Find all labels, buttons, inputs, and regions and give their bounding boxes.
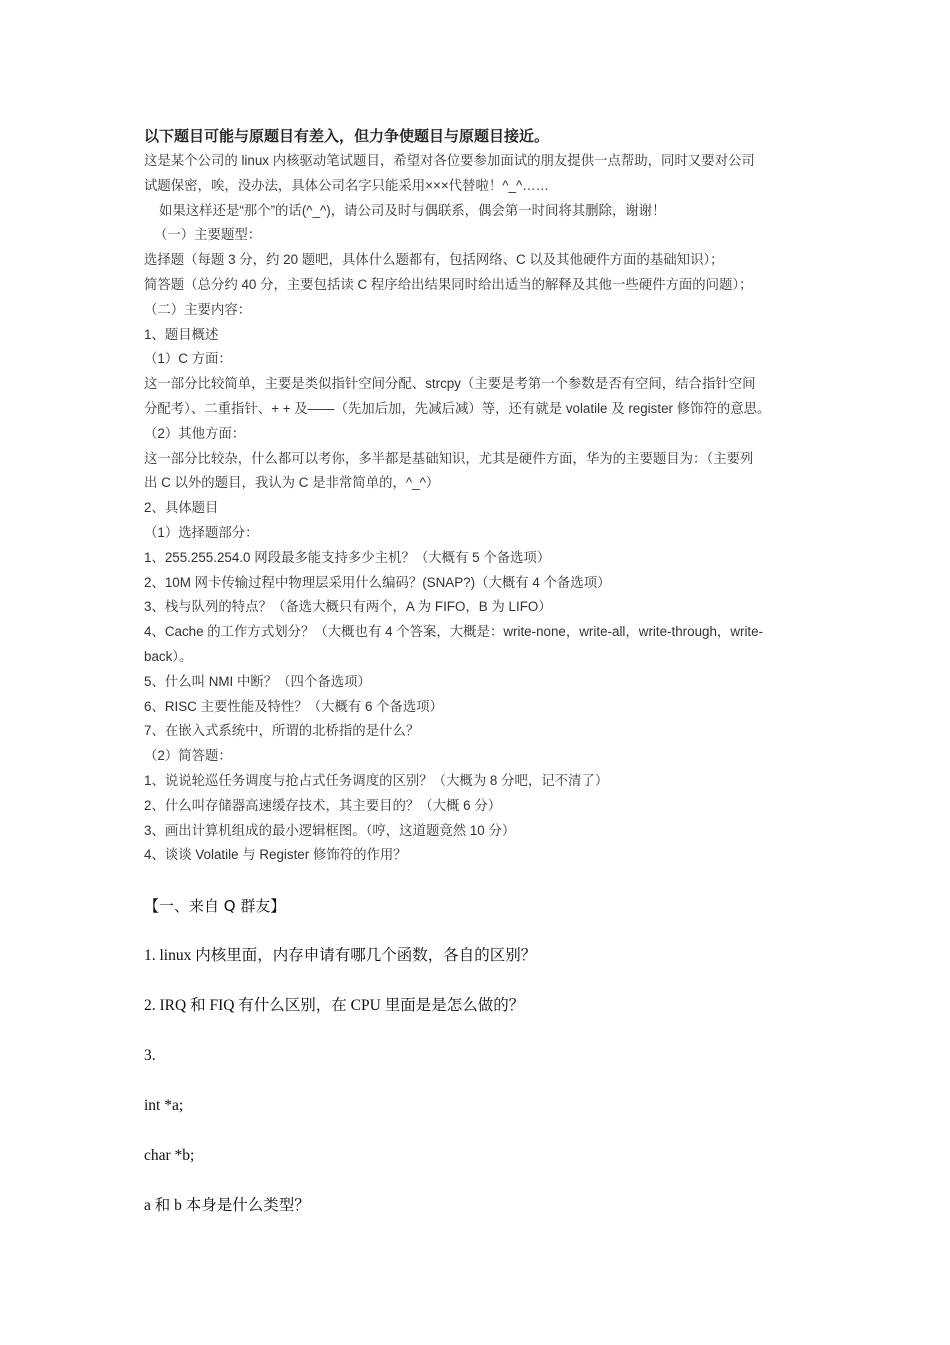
short-item: 1、说说轮巡任务调度与抢占式任务调度的区别？（大概为 8 分吧，记不清了） [144, 772, 609, 788]
intro-line: 试题保密，唉，没办法，具体公司名字只能采用×××代替啦！^_^…… [144, 177, 550, 193]
short-item: 3、画出计算机组成的最小逻辑框图。（哼，这道题竟然 10 分） [144, 822, 516, 838]
c-heading: （1）C 方面： [144, 351, 232, 367]
specific-heading: 2、具体题目 [144, 500, 219, 516]
qgroup-heading: 【一、来自 Q 群友】 [144, 897, 286, 916]
qgroup-item: 3. [144, 1047, 156, 1065]
types-line: 简答题（总分约 40 分，主要包括读 C 程序给出结果同时给出适当的解释及其他一些硬件方面的问题）； [144, 276, 753, 292]
document-title: 以下题目可能与原题目有差入，但力争使题目与原题目接近。 [144, 127, 550, 145]
types-line: 选择题（每题 3 分，约 20 题吧，具体什么题都有，包括网络、C 以及其他硬件方面的基础知识）； [144, 252, 724, 268]
choice-item: 2、10M 网卡传输过程中物理层采用什么编码？(SNAP?)（大概有 4 个备选项） [144, 574, 611, 590]
intro-line: 如果这样还是“那个”的话(^_^)，请公司及时与偶联系，偶会第一时间将其删除，谢谢！ [159, 202, 666, 218]
choice-item: 4、Cache 的工作方式划分？（大概也有 4 个答案，大概是：write-none，write-all，write-through，write- [144, 624, 764, 640]
qgroup-item: 2. IRQ 和 FIQ 有什么区别，在 CPU 里面是是怎么做的？ [144, 997, 525, 1015]
choice-item: 7、在嵌入式系统中，所谓的北桥指的是什么？ [144, 723, 420, 739]
content-heading: （二）主要内容： [144, 301, 252, 317]
intro-line: 这是某个公司的 linux 内核驱动笔试题目，希望对各位要参加面试的朋友提供一点帮助，同时又要对公司 [144, 153, 755, 168]
choice-item: 5、什么叫 NMI 中断？（四个备选项） [144, 673, 371, 689]
choice-item: 1、255.255.254.0 网段最多能支持多少主机？（大概有 5 个备选项） [144, 549, 551, 565]
choice-item: back）。 [144, 648, 193, 664]
short-heading: （2）简答题： [144, 748, 232, 764]
document-body [144, 124, 812, 1218]
qgroup-item: 1. linux 内核里面，内存申请有哪几个函数，各自的区别？ [144, 947, 537, 965]
c-text-line: 分配考）、二重指针、+ + 及——（先加后加，先减后减）等，还有就是 volatile 及 register 修饰符的意思。 [144, 400, 771, 416]
other-text-line: 出 C 以外的题目，我认为 C 是非常简单的，^_^） [144, 475, 440, 491]
qgroup-item: a 和 b 本身是什么类型？ [144, 1197, 310, 1215]
qgroup-item: char *b; [144, 1147, 195, 1165]
short-item: 4、谈谈 Volatile 与 Register 修饰符的作用？ [144, 847, 407, 863]
other-heading: （2）其他方面： [144, 425, 246, 441]
other-text-line: 这一部分比较杂，什么都可以考你，多半都是基础知识，尤其是硬件方面，华为的主要题目为：（主要列 [144, 450, 754, 466]
choice-heading: （1）选择题部分： [144, 524, 259, 540]
qgroup-item: int *a; [144, 1097, 184, 1115]
choice-item: 6、RISC 主要性能及特性？（大概有 6 个备选项） [144, 698, 444, 714]
types-heading: （一）主要题型： [154, 227, 262, 243]
c-text-line: 这一部分比较简单，主要是类似指针空间分配、strcpy（主要是考第一个参数是否有空间，结合指针空间 [144, 376, 756, 392]
short-item: 2、什么叫存储器高速缓存技术，其主要目的？（大概 6 分） [144, 797, 502, 813]
overview-heading: 1、题目概述 [144, 326, 219, 342]
choice-item: 3、栈与队列的特点？（备选大概只有两个，A 为 FIFO，B 为 LIFO） [144, 599, 552, 615]
